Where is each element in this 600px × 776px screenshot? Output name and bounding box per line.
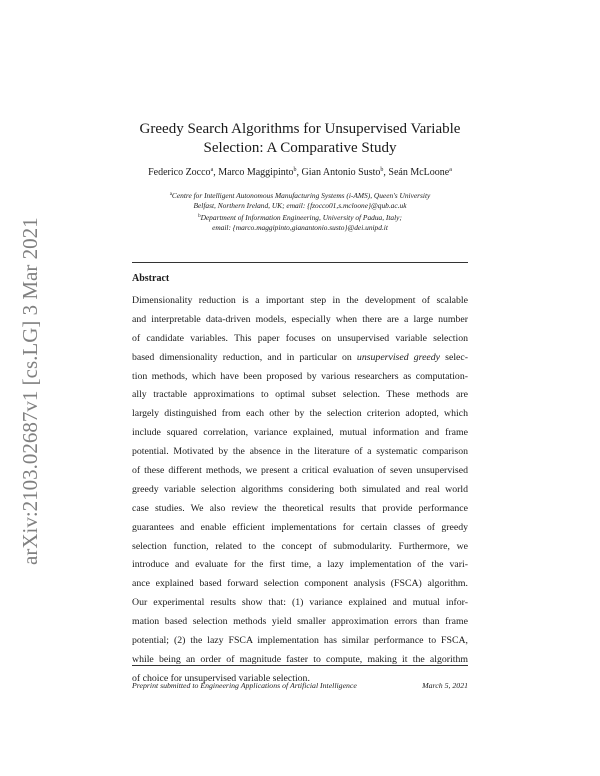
arxiv-stamp [12,210,48,565]
abstract-line: while being an order of magnitude faster to compute, making it the algorithm [132,653,468,665]
abstract-heading: Abstract [132,273,170,284]
author-name: Federico Zocco [148,167,211,178]
page-footer [132,681,468,690]
abstract-body [132,292,468,689]
affiliation-mark: a [169,192,172,197]
author-affil-mark: b [380,167,384,173]
abstract-line: Our experimental results show that: (1) variance explained and mutual infor- [132,597,468,609]
arxiv-identifier[interactable]: arXiv:2103.02687v1 [cs.LG] 3 Mar 2021 [18,217,42,565]
author-list: Federico Zocco$^a$, Marco Maggipinto$^b$, Gian Antonio Susto$^b$, Seán McLoone$^a$ [148,167,452,178]
abstract-line: case studies. We also review the theoretical results that provide performance [132,502,468,514]
title-line-2: Selection: A Comparative Study [203,140,397,156]
abstract-line: based dimensionality reduction, and in particular on unsupervised greedy selec- [132,351,468,363]
abstract-line: ance explained based forward selection component analysis (FSCA) algorithm. [132,578,468,590]
abstract-line: ally tractable approximations to optimal subset selection. These methods are [132,389,468,401]
author-name: Seán McLoone [388,167,450,178]
preprint-note: Preprint submitted to Engineering Applications of Artificial Intelligence [132,681,357,690]
abstract-line: tion methods, which have been proposed by various researchers as computation- [132,370,468,382]
abstract-line: of these different methods, we present a critical evaluation of seven unsupervised [132,465,468,477]
abstract-line: guarantees and enable efficient implementations for certain classes of greedy [132,521,468,533]
author-name: Marco Maggipinto [218,167,294,178]
abstract-line: of candidate variables. This paper focuses on unsupervised variable selection [132,332,468,344]
emphasis: unsupervised greedy [356,351,441,363]
abstract-line: Dimensionality reduction is a important step in the development of scalable [132,295,468,306]
author-affil-mark: b [293,167,297,173]
abstract-line: largely distinguished from each other by the selection criterion adopted, which [132,408,468,420]
abstract-line: potential. Motivated by the absence in the literature of a systematic comparison [132,446,468,458]
author-affil-mark: a [449,167,452,173]
paper-title [120,120,480,158]
affiliation-a-line-2: Belfast, Northern Ireland, UK; email: {fzocco01,s.mcloone}@qub.ac.uk [193,201,407,211]
submission-date: March 5, 2021 [422,681,468,690]
bottom-divider [132,665,468,666]
affiliation-b-line-2: email: {marco.maggipinto,gianantonio.susto}@dei.unipd.it [212,222,388,232]
affiliation-mark: b [198,213,201,219]
abstract-line: of choice for unsupervised variable selection. [132,672,310,684]
affiliations [130,190,470,233]
author-affil-mark: a [210,167,214,173]
abstract-line: greedy variable selection algorithms considering both simulated and real world [132,483,468,495]
abstract-line: and interpretable data-driven models, especially when there are a large number [132,313,468,325]
abstract-line: selection function, related to the concept of submodularity. Furthermore, we [132,540,468,552]
abstract-line: mation based selection methods yield smaller approximation errors than frame [132,616,468,628]
abstract-line: introduce and evaluate for the first time, a lazy implementation of the vari- [132,559,468,571]
affiliation-a-line-1: $^a$Centre for Intelligent Autonomous Manufacturing Systems (i-AMS), Queen's University [169,191,431,200]
abstract-line: potential; (2) the lazy FSCA implementation has similar performance to FSCA, [132,635,468,647]
affiliation-b-line-1: $^b$Department of Information Engineering, University of Padua, Italy; [198,212,402,222]
abstract-line: include squared correlation, variance explained, mutual information and frame [132,427,468,439]
author-name: Gian Antonio Susto [301,167,381,178]
top-divider [132,262,468,263]
title-line-1: Greedy Search Algorithms for Unsupervised Variable [139,121,461,137]
